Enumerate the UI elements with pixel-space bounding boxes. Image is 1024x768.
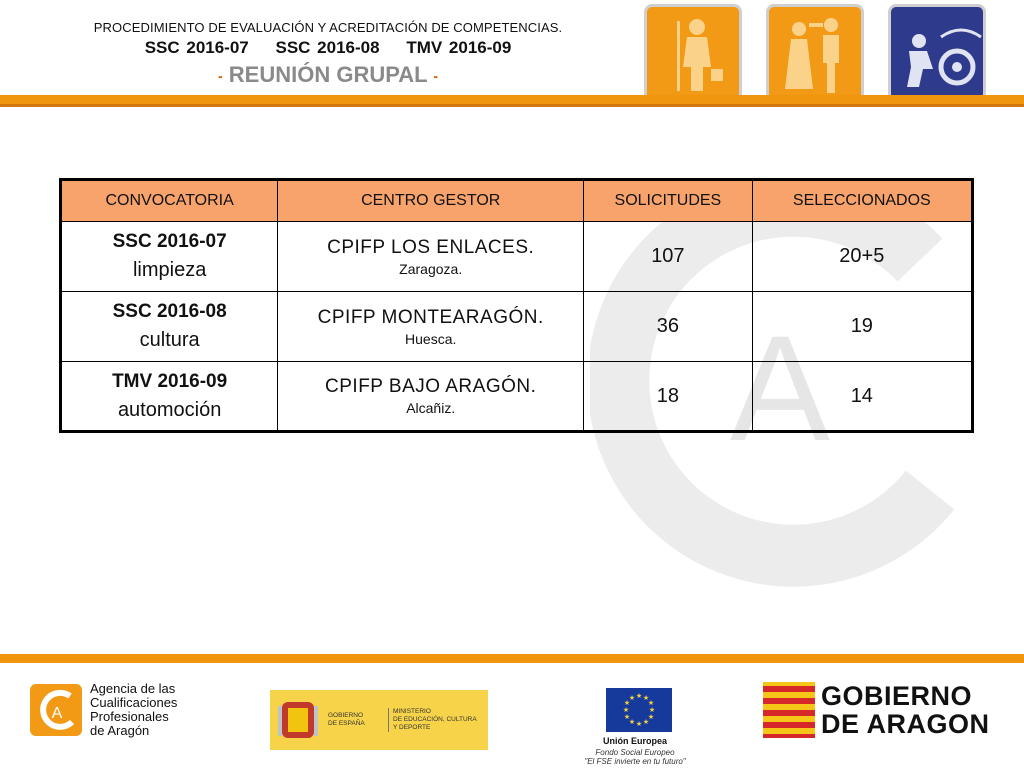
convocatoria-code: TMV 2016-09 [112, 370, 228, 392]
agency-line-3: Profesionales [90, 709, 169, 724]
spain-coat-of-arms-icon [278, 696, 318, 744]
agency-mark-letter: A [51, 705, 63, 722]
eu-fund: Fondo Social Europeo [595, 748, 675, 757]
centro-name: CPIFP MONTEARAGÓN. [317, 306, 544, 328]
agency-name [90, 682, 177, 738]
ministry-logo [270, 690, 488, 750]
code-ssc-08: SSC 2016-08 [275, 38, 380, 57]
footer-divider [0, 654, 1024, 663]
svg-text:★: ★ [635, 692, 643, 700]
header-solicitudes: SOLICITUDES [584, 180, 753, 222]
gobierno-aragon-line-2: DE ARAGON [821, 709, 990, 739]
convocatoria-code: SSC 2016-08 [112, 301, 227, 322]
gobierno-aragon-line-1: GOBIERNO [821, 681, 973, 711]
convocatoria-cell [61, 362, 278, 432]
table-header-row [61, 180, 973, 222]
svg-text:★: ★ [647, 713, 655, 721]
centro-name: CPIFP LOS ENLACES. [327, 236, 535, 258]
svg-text:★: ★ [642, 694, 650, 702]
centro-city: Zaragoza. [399, 260, 463, 277]
svg-text:★: ★ [648, 706, 656, 714]
convocatoria-area: automoción [117, 398, 222, 421]
svg-text:★: ★ [622, 706, 630, 714]
meeting-dash-right: - [433, 68, 438, 85]
convocatoria-code: SSC 2016-07 [112, 231, 227, 252]
header-divider [0, 95, 1024, 107]
cultural-guide-icon [766, 4, 864, 102]
procedure-title: PROCEDIMIENTO DE EVALUACIÓN Y ACREDITACIÓN DE COMPETENCIAS. [93, 20, 563, 35]
centro-city: Huesca. [405, 330, 457, 347]
svg-text:★: ★ [647, 699, 655, 707]
agency-line-2: Cualificaciones [90, 695, 178, 710]
cleaning-worker-icon [644, 4, 742, 102]
header-seleccionados: SELECCIONADOS [752, 180, 972, 222]
header-convocatoria: CONVOCATORIA [61, 180, 278, 222]
agency-line-4: de Aragón [90, 723, 150, 738]
ministerio-line-3: Y DEPORTE [393, 724, 431, 731]
convocatorias-table [59, 178, 974, 433]
aragon-flag-icon [763, 682, 815, 738]
seleccionados-cell: 20+5 [752, 222, 972, 292]
gobierno-aragon-logo [763, 682, 1003, 740]
convocatoria-cell [61, 292, 278, 362]
gobierno-aragon-text [821, 682, 990, 738]
eu-fund-text [570, 748, 700, 766]
agency-mark-icon [30, 684, 82, 736]
centro-city: Alcañiz. [406, 400, 456, 416]
convocatoria-area: limpieza [132, 259, 207, 281]
convocatoria-area: cultura [139, 329, 200, 351]
mechanic-icon [888, 4, 986, 102]
centro-name: CPIFP BAJO ARAGÓN. [325, 376, 537, 397]
solicitudes-cell: 18 [584, 362, 753, 432]
code-ssc-07: SSC 2016-07 [144, 38, 249, 57]
svg-text:★: ★ [623, 713, 631, 721]
watermark-letter: A [729, 304, 831, 472]
eu-motto: "El FSE invierte en tu futuro" [584, 757, 686, 766]
eu-title: Unión Europea [602, 736, 667, 746]
solicitudes-cell: 107 [584, 222, 753, 292]
centro-cell [278, 222, 584, 292]
meeting-dash-left: - [217, 68, 223, 85]
eu-logo [570, 688, 700, 768]
ministerio-line-2: DE EDUCACIÓN, CULTURA [393, 716, 477, 723]
table-row [61, 222, 973, 292]
gobierno-espana-label [328, 712, 365, 728]
table-row [61, 292, 973, 362]
centro-cell [278, 292, 584, 362]
eu-flag-icon [606, 688, 672, 732]
seleccionados-cell: 14 [752, 362, 972, 432]
svg-text:★: ★ [635, 720, 643, 728]
meeting-title-text: REUNIÓN GRUPAL [228, 62, 428, 87]
ministerio-line-1: MINISTERIO [393, 708, 431, 715]
agency-line-1: Agencia de las [90, 681, 176, 696]
code-tmv-09: TMV 2016-09 [406, 38, 512, 57]
meeting-title [0, 62, 656, 88]
table-row [61, 362, 973, 432]
agency-logo [30, 682, 190, 740]
svg-text:★: ★ [628, 718, 636, 726]
svg-text:★: ★ [623, 699, 631, 707]
convocatoria-cell [61, 222, 278, 292]
convocatoria-codes [0, 38, 656, 58]
ministerio-label [388, 708, 477, 732]
gobierno-espana-line-1: GOBIERNO [328, 712, 364, 719]
centro-cell [278, 362, 584, 432]
gobierno-espana-line-2: DE ESPAÑA [328, 720, 365, 727]
seleccionados-cell: 19 [752, 292, 972, 362]
svg-text:★: ★ [628, 694, 636, 702]
svg-text:★: ★ [642, 718, 650, 726]
solicitudes-cell: 36 [584, 292, 753, 362]
header-centro-gestor: CENTRO GESTOR [278, 180, 584, 222]
